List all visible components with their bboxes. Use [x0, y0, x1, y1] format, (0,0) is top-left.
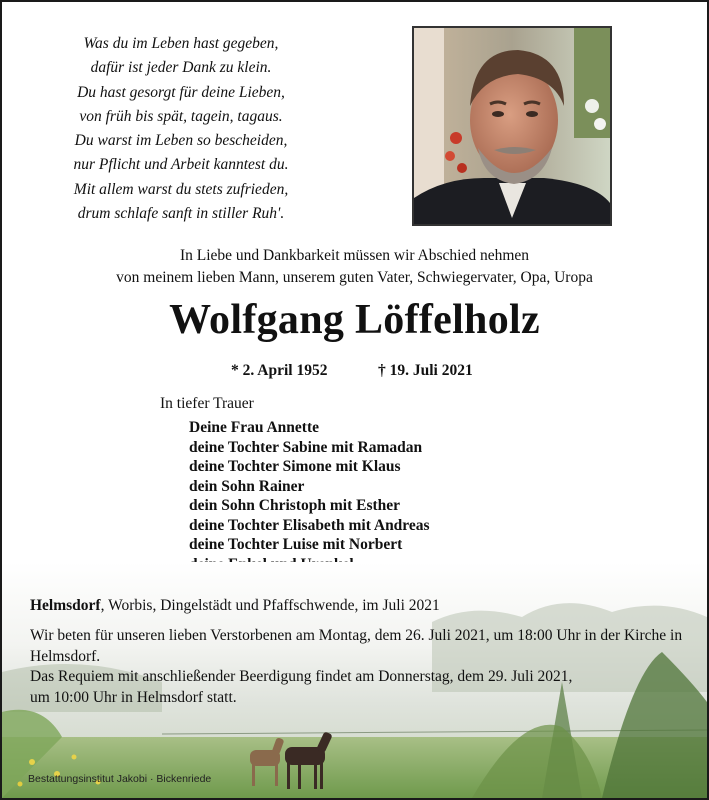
mourner-entry: deine Tochter Luise mit Norbert — [189, 536, 403, 553]
mourners-list — [189, 418, 430, 574]
birth-date: * 2. April 1952 — [231, 362, 328, 379]
mourners-intro: In tiefer Trauer — [160, 395, 254, 412]
place-date-line — [30, 597, 440, 615]
requiem-text-line: um 10:00 Uhr in Helmsdorf statt. — [30, 688, 237, 706]
requiem-text-line: Das Requiem mit anschließender Beerdigung findet am Donnerstag, dem 29. Juli 2021, — [30, 668, 573, 685]
undertaker-credit: Bestattungsinstitut Jakobi · Bickenriede — [28, 773, 212, 785]
announcement-line: von meinem lieben Mann, unserem guten Vater, Schwiegervater, Opa, Uropa — [116, 269, 593, 286]
poem-line: Du hast gesorgt für deine Lieben, — [77, 83, 285, 101]
poem-line: Du warst im Leben so bescheiden, — [74, 132, 288, 150]
poem — [36, 32, 326, 226]
death-date: † 19. Juli 2021 — [378, 362, 473, 379]
announcement — [2, 245, 707, 289]
mourner-entry: deine Tochter Sabine mit Ramadan — [189, 438, 423, 456]
place-rest: , Worbis, Dingelstädt und Pfaffschwende, im Juli 2021 — [100, 597, 440, 614]
poem-line: Mit allem warst du stets zufrieden, — [73, 180, 289, 198]
mourner-entry: dein Sohn Rainer — [189, 477, 305, 495]
mourner-entry: dein Sohn Christoph mit Esther — [189, 497, 401, 514]
poem-line: von früh bis spät, tagein, tagaus. — [79, 107, 283, 125]
portrait-photo — [412, 26, 612, 226]
place-town: Helmsdorf — [30, 597, 101, 614]
poem-line: nur Pflicht und Arbeit kanntest du. — [73, 156, 289, 174]
deceased-name: Wolfgang Löffelholz — [169, 297, 540, 343]
poem-line: drum schlafe sanft in stiller Ruh'. — [77, 205, 285, 223]
mourner-entry: deine Tochter Simone mit Klaus — [189, 458, 401, 475]
announcement-line: In Liebe und Dankbarkeit müssen wir Abschied nehmen — [179, 247, 530, 264]
mourner-entry: deine Tochter Elisabeth mit Andreas — [189, 516, 430, 534]
poem-line: Was du im Leben hast gegeben, — [83, 35, 279, 52]
service-info — [30, 626, 690, 708]
prayer-service-text: Wir beten für unseren lieben Verstorbenen am Montag, dem 26. Juli 2021, um 18:00 Uhr in der Kirche in Helmsdorf. — [30, 627, 683, 665]
poem-line: dafür ist jeder Dank zu klein. — [90, 59, 272, 77]
mourner-entry: Deine Frau Annette — [189, 419, 320, 436]
